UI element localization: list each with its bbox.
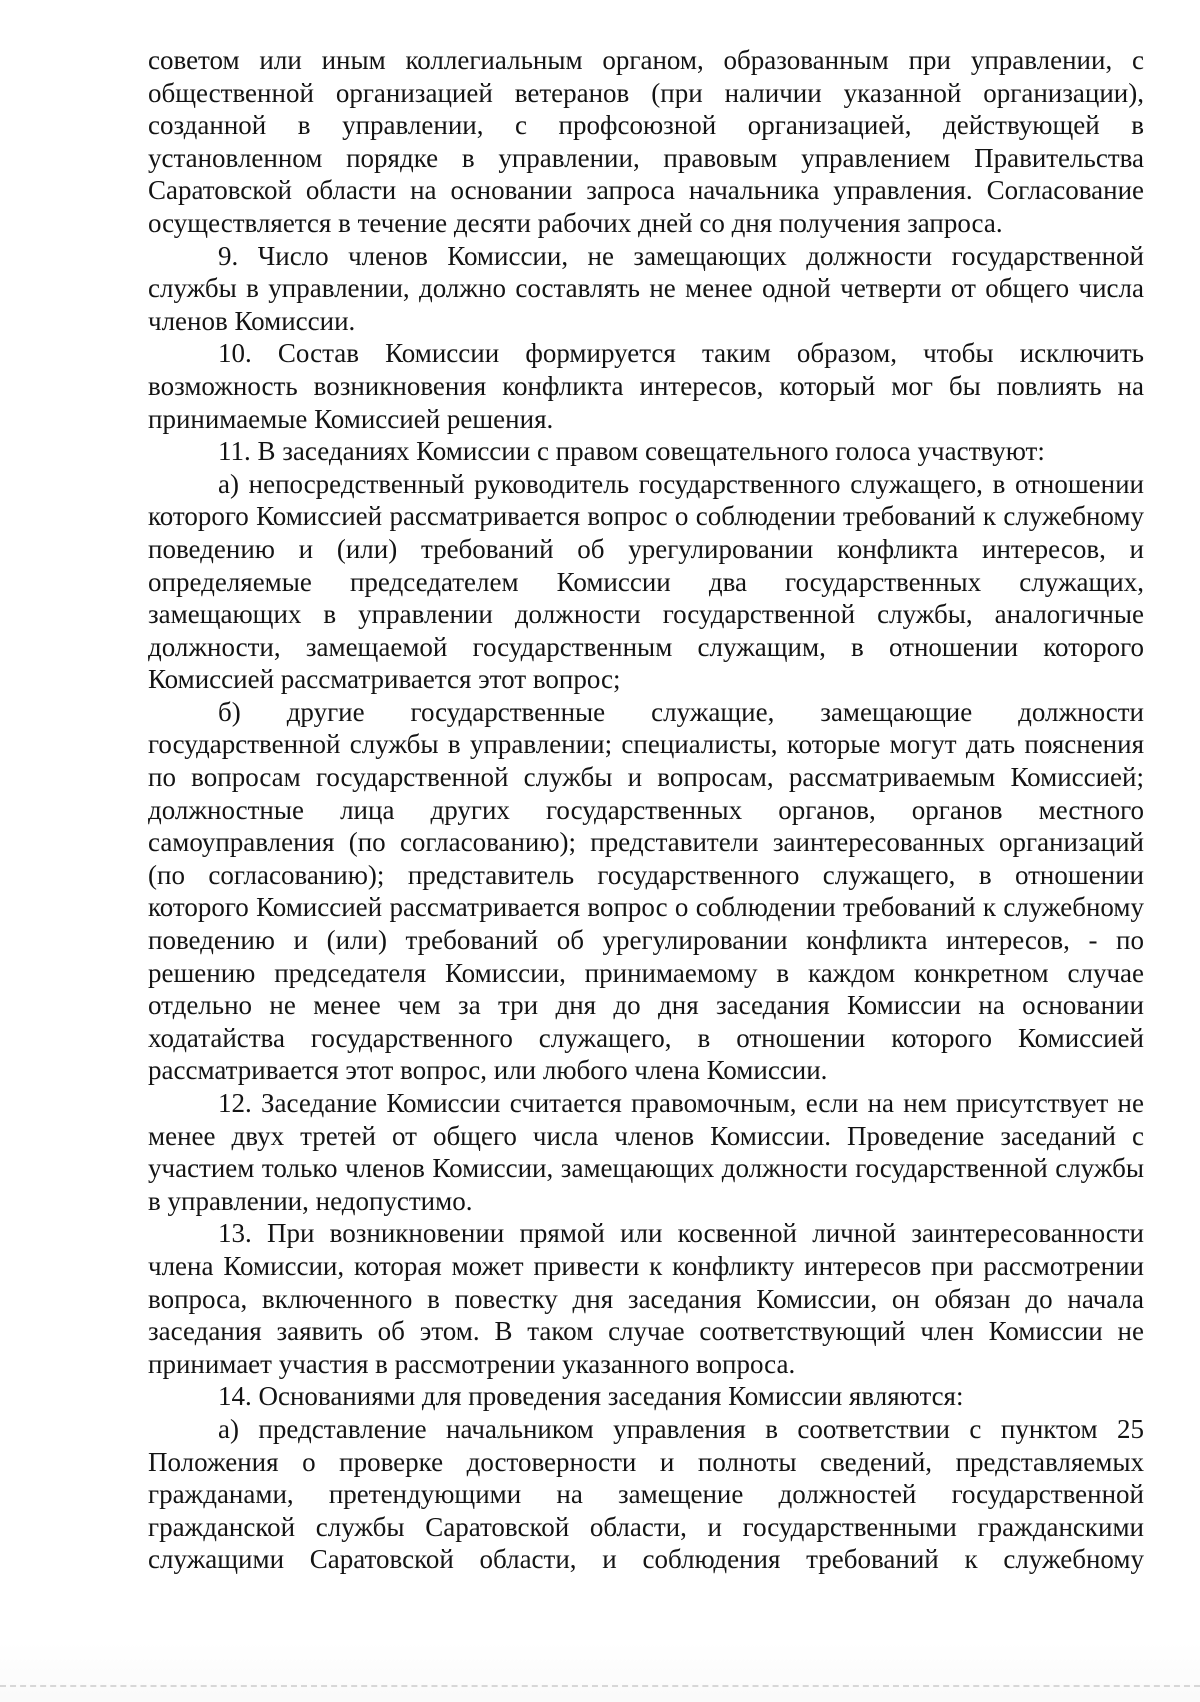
paragraph-item-13: 13. При возникновении прямой или косвенной личной заинтересованности члена Комиссии, которая может привести к конфликту интересов при рассмотрении вопроса, включенного в повестку дня заседания Комиссии, он обязан до начала заседания заявить об этом. В таком случае соответствующий член Комиссии не принимает участия в рассмотрении указанного вопроса. — [148, 1218, 1144, 1379]
scan-bottom-shade — [0, 1642, 1200, 1702]
document-body — [148, 44, 1144, 1576]
paragraph-item-11-b: б) другие государственные служащие, замещающие должности государственной службы в управлении; специалисты, которые могут дать пояснения по вопросам государственной службы и вопросам, рассматриваемым Комиссией; должностные лица других государственных органов, органов местного самоуправления (по согласованию); представители заинтересованных организаций (по согласованию); представитель государственного служащего, в отношении которого Комиссией рассматривается вопрос о соблюдении требований к служебному поведению и (или) требований об урегулировании конфликта интересов, - по решению председателя Комиссии, принимаемому в каждом конкретном случае отдельно не менее чем за три дня до дня заседания Комиссии на основании ходатайства государственного служащего, в отношении которого Комиссией рассматривается этот вопрос, или любого члена Комиссии. — [148, 696, 1144, 1086]
paragraph-item-10: 10. Состав Комиссии формируется таким образом, чтобы исключить возможность возникновения конфликта интересов, который мог бы повлиять на принимаемые Комиссией решения. — [148, 338, 1144, 434]
paragraph-item-14-a: а) представление начальником управления в соответствии с пунктом 25 Положения о проверке достоверности и полноты сведений, представляемых гражданами, претендующими на замещение должностей государственной гражданской службы Саратовской области, и государственными гражданскими служащими Саратовской области, и соблюдения требований к служебному — [148, 1413, 1144, 1575]
paragraph-item-11-a: а) непосредственный руководитель государственного служащего, в отношении которого Комиссией рассматривается вопрос о соблюдении требований к служебному поведению и (или) требований об урегулировании конфликта интересов, и определяемые председателем Комиссии два государственных служащих, замещающих в управлении должности государственной службы, аналогичные должности, замещаемой государственным служащим, в отношении которого Комиссией рассматривается этот вопрос; — [148, 468, 1144, 695]
paragraph-item-14: 14. Основаниями для проведения заседания Комиссии являются: — [218, 1381, 964, 1412]
scan-perforation-line — [0, 1685, 1200, 1687]
paragraph-item-12: 12. Заседание Комиссии считается правомочным, если на нем присутствует не менее двух третей от общего числа членов Комиссии. Проведение заседаний с участием только членов Комиссии, замещающих должности государственной службы в управлении, недопустимо. — [148, 1088, 1144, 1216]
paragraph-item-11: 11. В заседаниях Комиссии с правом совещательного голоса участвуют: — [218, 436, 1045, 467]
paragraph-item-9: 9. Число членов Комиссии, не замещающих должности государственной службы в управлении, должно составлять не менее одной четверти от общего числа членов Комиссии. — [148, 240, 1144, 336]
paragraph-intro-continuation: советом или иным коллегиальным органом, образованным при управлении, с общественной организацией ветеранов (при наличии указанной организации), созданной в управлении, с профсоюзной организацией, действующей в установленном порядке в управлении, правовым управлением Правительства Саратовской области на основании запроса начальника управления. Согласование осуществляется в течение десяти рабочих дней со дня получения запроса. — [148, 45, 1144, 238]
